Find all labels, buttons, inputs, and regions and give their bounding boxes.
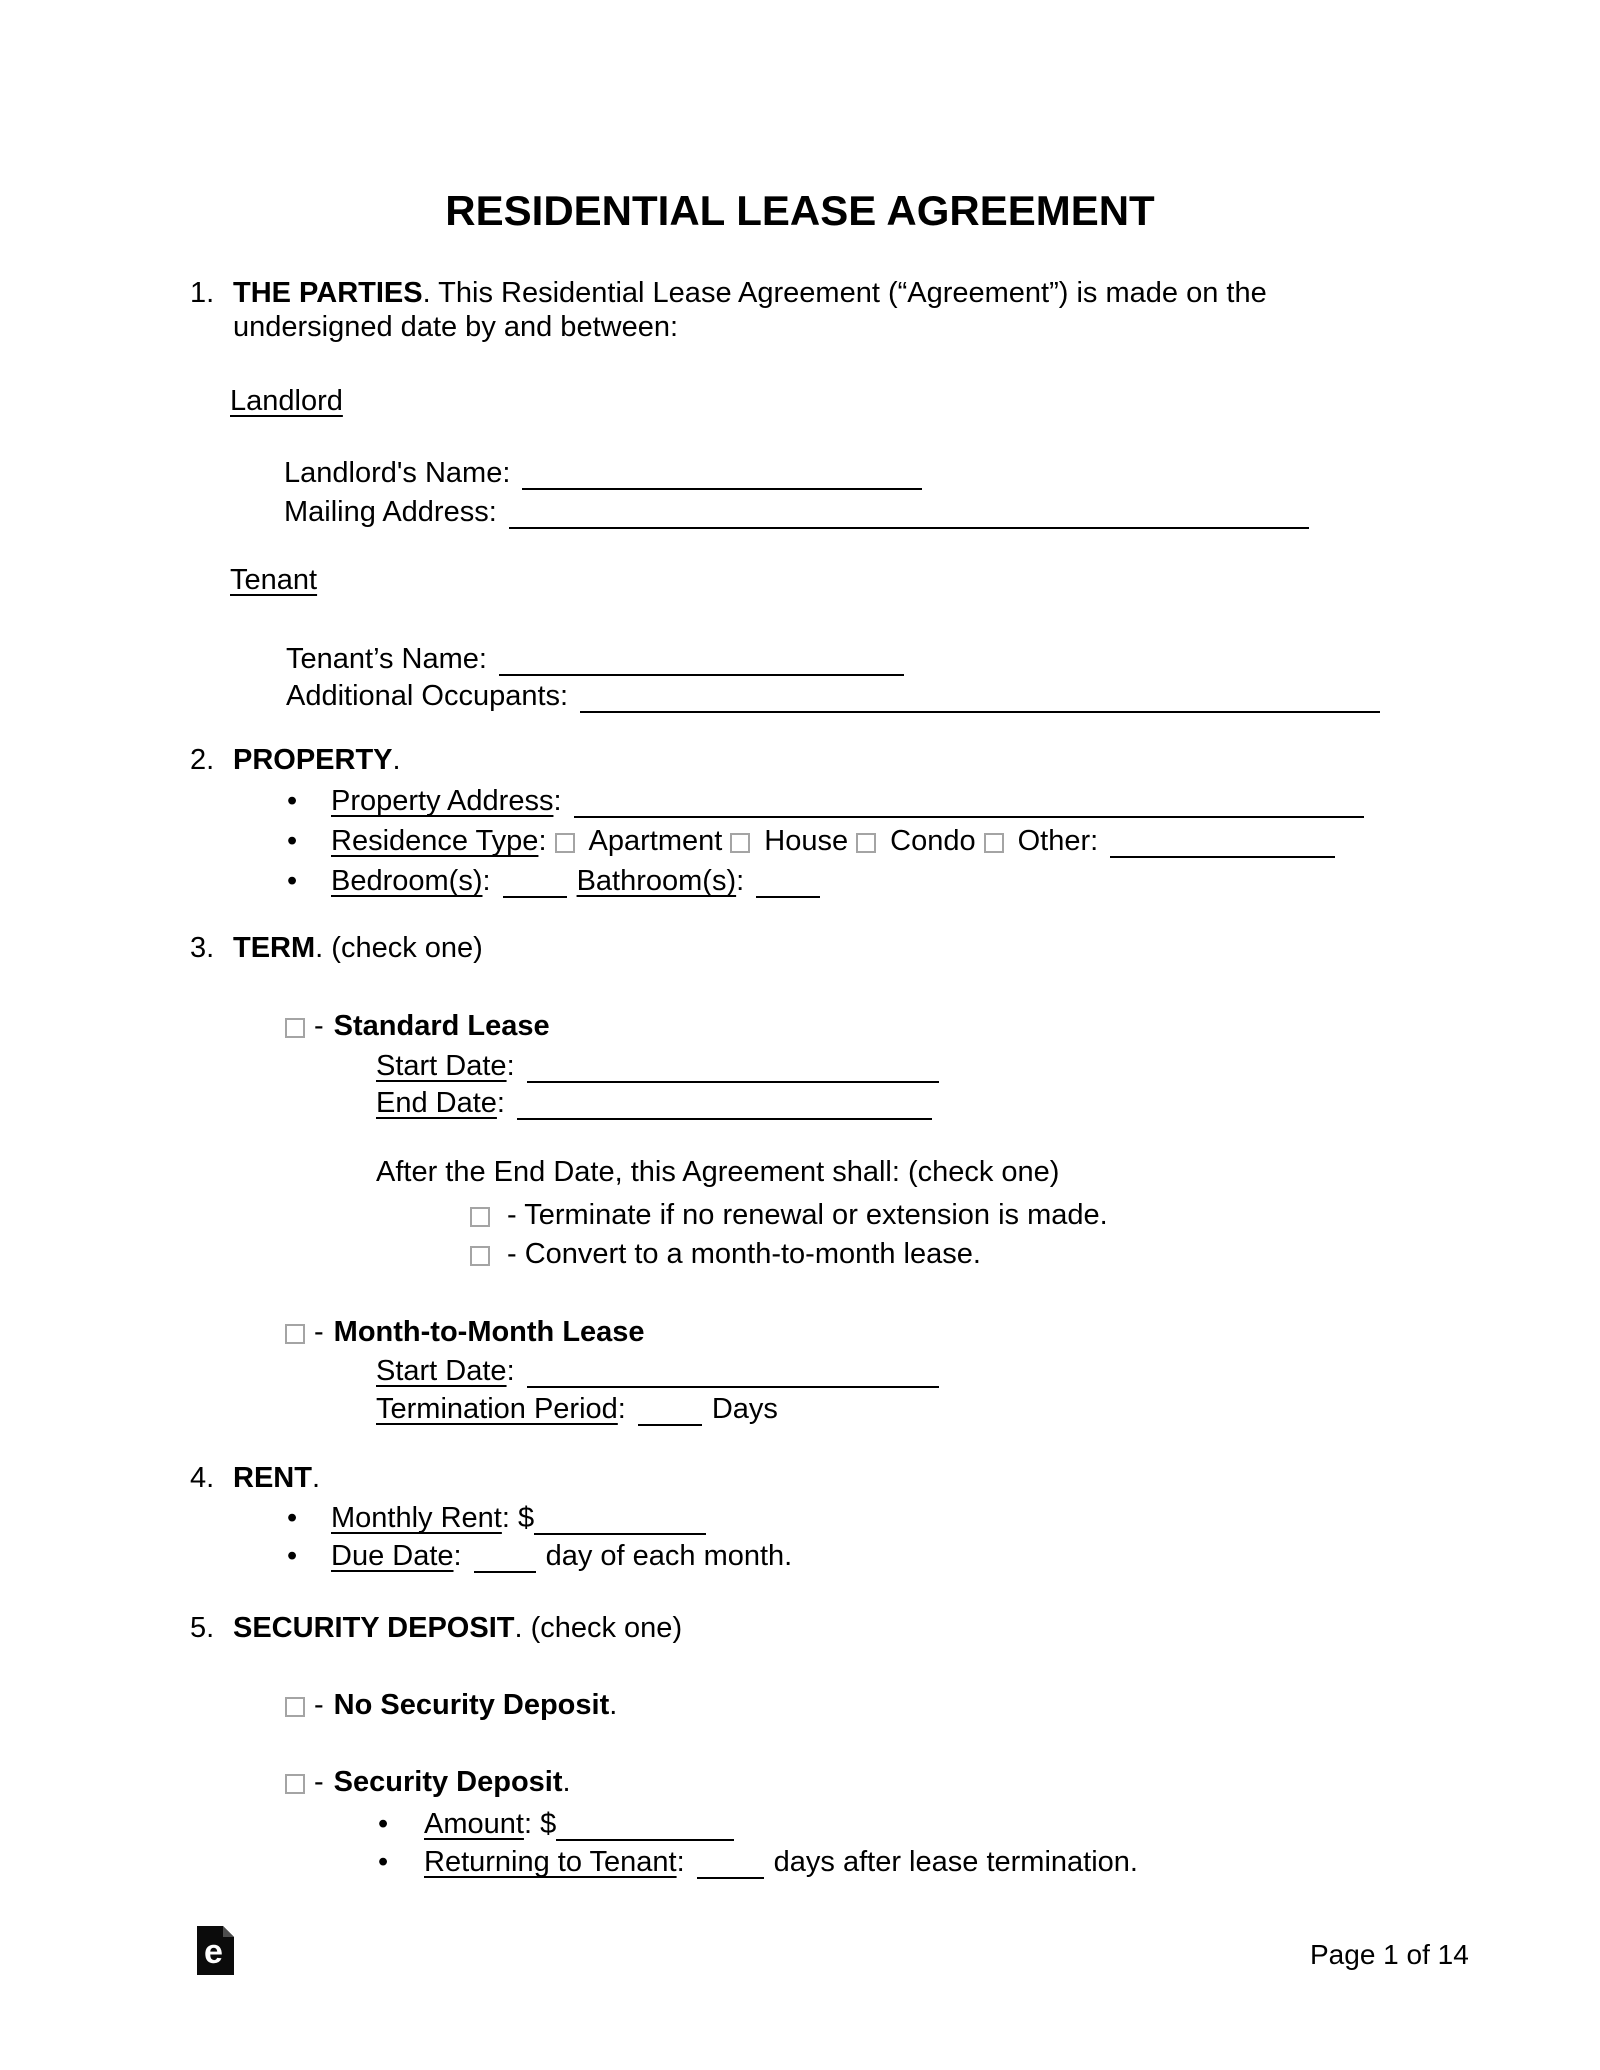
residence-type-row [287, 822, 1345, 860]
colon: : [617, 1393, 626, 1425]
option-house-label: House [764, 825, 849, 857]
bathrooms-label: Bathroom(s) [576, 865, 737, 897]
amount-row [378, 1805, 744, 1843]
additional-occupants-label: Additional Occupants: [286, 680, 569, 712]
term-heading: TERM [233, 932, 316, 964]
mailing-address-row [284, 493, 1319, 531]
checkbox-apartment[interactable] [555, 833, 575, 853]
termination-period-row [376, 1390, 778, 1428]
amount-prefix: : $ [523, 1808, 557, 1840]
no-deposit-row [285, 1686, 617, 1724]
blank-returning-days[interactable] [697, 1865, 764, 1879]
convert-option-row [470, 1235, 981, 1273]
landlord-heading: Landlord [230, 385, 343, 417]
option-condo-label: Condo [890, 825, 976, 857]
bullet-icon: • [287, 1502, 298, 1534]
option-apartment-label: Apartment [588, 825, 723, 857]
checkbox-standard-lease[interactable] [285, 1018, 305, 1038]
bullet-icon: • [287, 865, 298, 897]
monthly-rent-prefix: : $ [501, 1502, 535, 1534]
tenant-heading-row [230, 561, 317, 599]
deposit-label: Security Deposit [333, 1766, 563, 1798]
period: . [609, 1689, 618, 1721]
bullet-icon: • [378, 1846, 389, 1878]
parties-intro-line2: undersigned date by and between: [233, 311, 679, 343]
blank-monthly-rent[interactable] [534, 1521, 706, 1535]
parties-heading-row [190, 274, 1267, 312]
rent-heading-period: . [311, 1462, 321, 1494]
standard-lease-row [285, 1007, 550, 1045]
blank-tenant-name[interactable] [499, 662, 904, 676]
colon: : [736, 865, 745, 897]
eforms-logo [197, 1926, 234, 1983]
section-number: 5. [190, 1612, 215, 1644]
option-other-label: Other: [1017, 825, 1099, 857]
landlord-heading-row [230, 382, 343, 420]
m2m-start-date-row [376, 1352, 949, 1390]
bullet-icon: • [287, 825, 298, 857]
blank-additional-occupants[interactable] [580, 699, 1380, 713]
start-date-label: Start Date [376, 1050, 507, 1082]
tenant-heading: Tenant [230, 564, 318, 596]
after-end-date-text: After the End Date, this Agreement shall: (check one) [376, 1156, 1060, 1188]
period: . [562, 1766, 571, 1798]
property-address-row [287, 782, 1374, 820]
section-number: 4. [190, 1462, 215, 1494]
checkbox-terminate[interactable] [470, 1207, 490, 1227]
deposit-row [285, 1763, 571, 1801]
document-icon [197, 1926, 234, 1975]
term-heading-suffix: . (check one) [315, 932, 483, 964]
bedrooms-label: Bedroom(s) [331, 865, 483, 897]
checkbox-house[interactable] [730, 833, 750, 853]
document-title: RESIDENTIAL LEASE AGREEMENT [445, 187, 1155, 234]
due-date-row [287, 1537, 792, 1575]
property-heading: PROPERTY [233, 744, 393, 776]
blank-m2m-start-date[interactable] [527, 1374, 939, 1388]
colon: : [553, 785, 562, 817]
tenant-name-row [286, 640, 914, 678]
returning-suffix: days after lease termination. [773, 1846, 1138, 1878]
blank-standard-start-date[interactable] [527, 1069, 939, 1083]
days-text: Days [711, 1393, 778, 1425]
property-address-label: Property Address [331, 785, 554, 817]
rent-heading-row [190, 1459, 320, 1497]
checkbox-month-to-month[interactable] [285, 1324, 305, 1344]
returning-label: Returning to Tenant [424, 1846, 677, 1878]
blank-amount[interactable] [556, 1827, 734, 1841]
page-number: Page 1 of 14 [1310, 1939, 1469, 1970]
colon: : [506, 1355, 515, 1387]
term-heading-row [190, 929, 483, 967]
checkbox-other[interactable] [984, 833, 1004, 853]
checkbox-security-deposit[interactable] [285, 1774, 305, 1794]
parties-intro-text: . This Residential Lease Agreement (“Agreement”) is made on the [422, 277, 1267, 309]
amount-label: Amount [424, 1808, 524, 1840]
monthly-rent-row [287, 1499, 716, 1537]
bullet-icon: • [287, 1540, 298, 1572]
terminate-option-row [470, 1196, 1108, 1234]
parties-heading: THE PARTIES [233, 277, 423, 309]
property-heading-period: . [392, 744, 401, 776]
standard-end-date-row [376, 1084, 942, 1122]
tenant-name-label: Tenant’s Name: [286, 643, 487, 675]
deposit-heading: SECURITY DEPOSIT [233, 1612, 515, 1644]
colon: : [676, 1846, 685, 1878]
colon: : [506, 1050, 515, 1082]
blank-other-type[interactable] [1110, 844, 1335, 858]
colon: : [482, 865, 491, 897]
residence-type-label: Residence Type [331, 825, 539, 857]
start-date-label: Start Date [376, 1355, 507, 1387]
standard-lease-label: Standard Lease [333, 1010, 550, 1042]
month-to-month-label: Month-to-Month Lease [333, 1316, 645, 1348]
due-date-suffix: day of each month. [545, 1540, 793, 1572]
standard-start-date-row [376, 1047, 949, 1085]
landlord-name-label: Landlord's Name: [284, 457, 511, 489]
rent-heading: RENT [233, 1462, 312, 1494]
section-number: 3. [190, 932, 215, 964]
bullet-icon: • [378, 1808, 389, 1840]
blank-bathrooms[interactable] [756, 884, 820, 898]
termination-period-label: Termination Period [376, 1393, 618, 1425]
deposit-heading-suffix: . (check one) [514, 1612, 683, 1644]
terminate-option-label: - Terminate if no renewal or extension is made. [507, 1199, 1108, 1231]
colon: : [496, 1087, 505, 1119]
blank-due-date[interactable] [474, 1559, 536, 1573]
blank-bedrooms[interactable] [503, 884, 567, 898]
no-deposit-label: No Security Deposit [333, 1689, 610, 1721]
due-date-label: Due Date [331, 1540, 454, 1572]
checkbox-convert[interactable] [470, 1246, 490, 1266]
convert-option-label: - Convert to a month-to-month lease. [507, 1238, 981, 1270]
checkbox-condo[interactable] [856, 833, 876, 853]
bedrooms-row [287, 862, 830, 900]
checkbox-no-security-deposit[interactable] [285, 1697, 305, 1717]
blank-mailing-address[interactable] [509, 515, 1309, 529]
mailing-address-label: Mailing Address: [284, 496, 497, 528]
month-to-month-row [285, 1313, 645, 1351]
blank-property-address[interactable] [574, 804, 1364, 818]
returning-row [378, 1843, 1138, 1881]
dash: - [314, 1766, 324, 1798]
dash: - [314, 1316, 324, 1348]
end-date-label: End Date [376, 1087, 497, 1119]
colon: : [453, 1540, 462, 1572]
section-number: 2. [190, 744, 215, 776]
landlord-name-row [284, 454, 932, 492]
property-heading-row [190, 741, 401, 779]
section-number: 1. [190, 277, 215, 309]
blank-landlord-name[interactable] [522, 476, 922, 490]
additional-occupants-row [286, 677, 1390, 715]
deposit-heading-row [190, 1609, 682, 1647]
monthly-rent-label: Monthly Rent [331, 1502, 502, 1534]
blank-termination-period[interactable] [638, 1412, 702, 1426]
dash: - [314, 1689, 324, 1721]
bullet-icon: • [287, 785, 298, 817]
logo-letter: e [204, 1933, 223, 1971]
blank-standard-end-date[interactable] [517, 1106, 932, 1120]
colon: : [538, 825, 547, 857]
dash: - [314, 1010, 324, 1042]
